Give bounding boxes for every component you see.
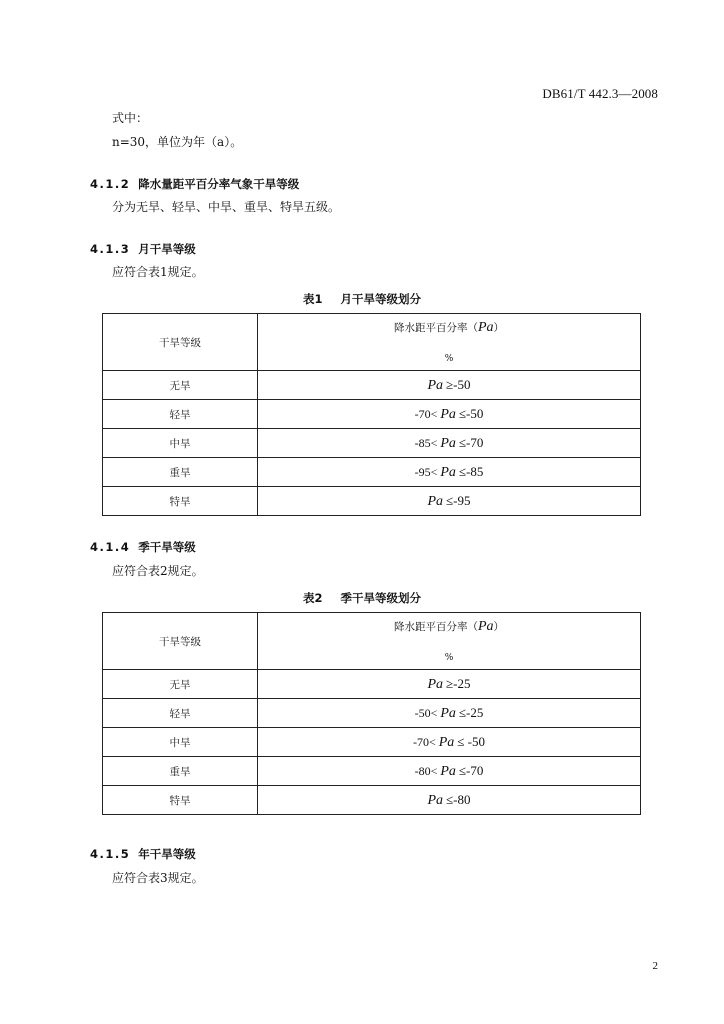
grade-cell: 特旱: [103, 487, 258, 516]
section-4-1-2-body: 分为无旱、轻旱、中旱、重旱、特旱五级。: [112, 200, 341, 214]
grade-cell: 重旱: [103, 458, 258, 487]
condition-cell: [258, 670, 641, 699]
cond-upper: ≤-85: [458, 463, 484, 479]
cond-upper: ≤-95: [446, 492, 471, 508]
table1: [102, 313, 641, 516]
section-4-1-5-body: 应符合表3规定。: [112, 871, 204, 885]
cond-var: Pa: [438, 734, 455, 750]
table-row: [103, 699, 641, 728]
cond-var: Pa: [440, 763, 456, 779]
table-row: [103, 670, 641, 699]
cond-lower: -50<: [414, 705, 438, 720]
grade-cell: 轻旱: [103, 400, 258, 429]
section-number: 4.1.3: [90, 242, 131, 256]
cond-upper: ≤-25: [458, 704, 484, 720]
header-unit: %: [444, 354, 454, 364]
table2-caption-title: 季干旱等级划分: [340, 591, 421, 605]
cond-lower: -80<: [414, 763, 438, 778]
cond-var: Pa: [440, 406, 456, 422]
header-pa-label: [394, 619, 504, 635]
cond-upper: ≥-25: [446, 675, 471, 691]
grade-cell: 重旱: [103, 757, 258, 786]
cond-var: Pa: [427, 377, 444, 393]
condition-cell: [258, 757, 641, 786]
header-grade-label: 干旱等级: [159, 635, 201, 648]
cond-var: Pa: [427, 792, 444, 808]
section-number: 4.1.2: [90, 177, 131, 191]
cond-upper: ≤-70: [458, 434, 484, 450]
cond-var: Pa: [427, 493, 444, 509]
cond-var: Pa: [427, 676, 444, 692]
page-number: 2: [652, 960, 658, 972]
section-number: 4.1.4: [90, 540, 131, 554]
header-grade-label: 干旱等级: [159, 336, 201, 349]
cond-upper: ≤-50: [458, 405, 484, 421]
cond-var: Pa: [440, 464, 456, 480]
table-row: [103, 786, 641, 815]
cond-upper: ≤ -50: [457, 733, 486, 749]
table-header-cell: [258, 314, 641, 371]
header-pa-label: [394, 320, 504, 336]
table-row: [103, 429, 641, 458]
cond-lower: -70<: [412, 734, 436, 749]
table-row: [103, 728, 641, 757]
table-header-cell: [103, 314, 258, 371]
condition-cell: [258, 699, 641, 728]
header-close: ）: [493, 621, 505, 633]
table-header-row: [103, 314, 641, 371]
cond-var: Pa: [440, 435, 456, 451]
table-header-row: [103, 613, 641, 670]
section-4-1-5-heading: [90, 846, 196, 862]
table-row: [103, 757, 641, 786]
grade-cell: 中旱: [103, 728, 258, 757]
header-text: 降水距平百分率（: [393, 322, 478, 334]
standard-code: DB61/T 442.3—2008: [542, 86, 658, 101]
cond-var: Pa: [440, 705, 456, 721]
table-row: [103, 400, 641, 429]
section-title: 年干旱等级: [138, 847, 196, 861]
section-4-1-4-heading: [90, 539, 196, 555]
cond-upper: ≥-50: [446, 376, 471, 392]
formula-note: n=30，单位为年（a）。: [112, 135, 243, 149]
condition-cell: [258, 400, 641, 429]
condition-cell: [258, 487, 641, 516]
condition-cell: [258, 728, 641, 757]
header-unit: %: [444, 653, 454, 663]
section-title: 月干旱等级: [138, 242, 196, 256]
table-row: [103, 487, 641, 516]
section-4-1-3-heading: [90, 241, 196, 257]
table-row: [103, 458, 641, 487]
cond-lower: -95<: [414, 464, 438, 479]
table-header-cell: [258, 613, 641, 670]
cond-lower: -85<: [414, 435, 438, 450]
grade-cell: 无旱: [103, 670, 258, 699]
table2-caption-number: 表2: [302, 591, 323, 605]
condition-cell: [258, 429, 641, 458]
condition-cell: [258, 786, 641, 815]
grade-cell: 中旱: [103, 429, 258, 458]
header-close: ）: [493, 322, 505, 334]
condition-cell: [258, 371, 641, 400]
table2-caption: [0, 590, 724, 606]
formula-where-label: 式中：: [112, 111, 149, 125]
section-4-1-3-body: 应符合表1规定。: [112, 265, 204, 279]
table-row: [103, 371, 641, 400]
cond-upper: ≤-80: [446, 791, 471, 807]
header-var: Pa: [477, 619, 494, 634]
grade-cell: 特旱: [103, 786, 258, 815]
section-number: 4.1.5: [90, 847, 131, 861]
table1-caption-title: 月干旱等级划分: [340, 292, 421, 306]
grade-cell: 轻旱: [103, 699, 258, 728]
table-header-cell: [103, 613, 258, 670]
cond-lower: -70<: [414, 406, 438, 421]
table1-caption-number: 表1: [302, 292, 323, 306]
table1-caption: [0, 291, 724, 307]
section-title: 降水量距平百分率气象干旱等级: [138, 177, 300, 191]
header-text: 降水距平百分率（: [393, 621, 478, 633]
grade-cell: 无旱: [103, 371, 258, 400]
condition-cell: [258, 458, 641, 487]
cond-upper: ≤-70: [458, 762, 484, 778]
section-title: 季干旱等级: [138, 540, 196, 554]
section-4-1-4-body: 应符合表2规定。: [112, 564, 204, 578]
table2: [102, 612, 641, 815]
header-var: Pa: [477, 320, 494, 335]
section-4-1-2-heading: [90, 176, 299, 192]
